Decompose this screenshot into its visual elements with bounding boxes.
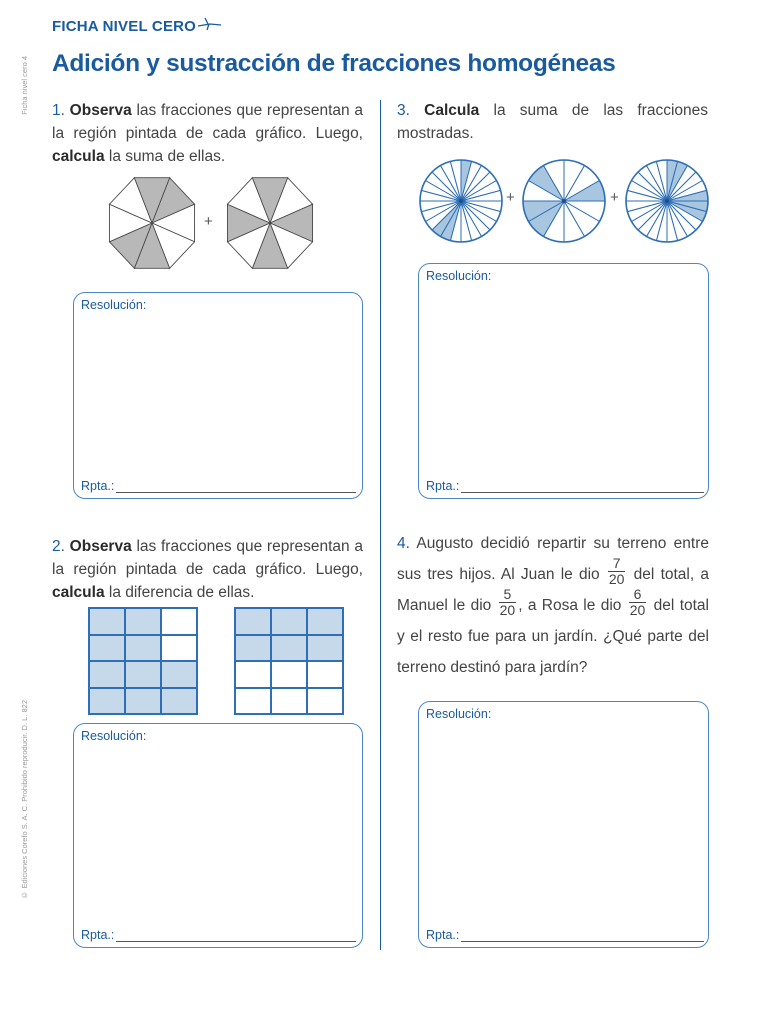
fraction-manuel: [499, 587, 517, 618]
grid-figure-a: [88, 607, 198, 715]
answer-label: Rpta.:: [81, 479, 115, 493]
page-title: Adición y sustracción de fracciones homogéneas: [52, 50, 616, 77]
resolution-label: Resolución:: [81, 729, 147, 743]
bird-icon: [197, 17, 223, 31]
question-number: 2.: [52, 538, 65, 555]
question-text: , a Rosa le dio: [518, 597, 627, 614]
verb-observa: Observa: [69, 102, 132, 119]
octagon-figure-b: [224, 173, 316, 273]
plus-sign: +: [506, 189, 515, 206]
grid-cell: [307, 608, 343, 635]
fraction-denominator: 20: [629, 602, 646, 619]
grid-cell: [235, 688, 271, 715]
question-text: la suma de las fracciones mostradas.: [397, 102, 708, 142]
worksheet-label: FICHA NIVEL CERO: [52, 18, 197, 35]
grid-cell: [161, 661, 197, 688]
resolution-label: Resolución:: [81, 298, 147, 312]
grid-cell: [271, 608, 307, 635]
question-text: la diferencia de ellas.: [104, 584, 255, 601]
grid-cell: [89, 688, 125, 715]
grid-cell: [271, 688, 307, 715]
grid-cell: [235, 635, 271, 662]
circle-figure-3: [625, 159, 709, 243]
verb-calcula: Calcula: [424, 102, 480, 119]
question-2: [52, 535, 363, 604]
grid-cell: [89, 661, 125, 688]
circle-figure-1: [419, 159, 503, 243]
fraction-numerator: 7: [612, 555, 621, 572]
circle-figure-2: [522, 159, 606, 243]
grid-cell: [271, 661, 307, 688]
fraction-juan: [608, 556, 626, 587]
grid-cell: [161, 635, 197, 662]
grid-cell: [125, 608, 161, 635]
resolution-label: Resolución:: [426, 269, 492, 283]
circle-center: [459, 199, 463, 203]
answer-field[interactable]: [461, 929, 704, 942]
answer-field[interactable]: [116, 929, 356, 942]
grid-cell: [125, 688, 161, 715]
answer-line[interactable]: [426, 928, 704, 942]
grid-cell: [161, 608, 197, 635]
verb-observa: Observa: [69, 538, 132, 555]
grid-cell: [307, 688, 343, 715]
grid-cell: [125, 635, 161, 662]
question-3: [397, 99, 708, 145]
answer-line[interactable]: [81, 479, 356, 493]
question-4: [397, 528, 709, 683]
grid-cell: [271, 635, 307, 662]
question-text: del total, a Manuel le dio: [397, 566, 710, 614]
copyright-notice: © Ediciones Corefo S. A. C. Prohibido reproducir. D. L. 822: [20, 700, 29, 900]
answer-label: Rpta.:: [426, 479, 460, 493]
question-number: 4.: [397, 535, 410, 552]
fraction-denominator: 20: [499, 602, 516, 619]
answer-field[interactable]: [116, 480, 356, 493]
fraction-numerator: 5: [503, 586, 512, 603]
grid-cell: [235, 661, 271, 688]
answer-label: Rpta.:: [81, 928, 115, 942]
question-1: [52, 99, 363, 168]
circle-center: [562, 199, 566, 203]
grid-figure-b: [234, 607, 344, 715]
plus-sign: +: [204, 213, 213, 230]
verb-calcula: calcula: [52, 148, 105, 165]
verb-calcula: calcula: [52, 584, 105, 601]
question-text: del total y el resto fue para un jardín. ¿Qué parte del terreno destinó para jardín?: [397, 597, 709, 676]
answer-label: Rpta.:: [426, 928, 460, 942]
plus-sign: +: [610, 189, 619, 206]
fraction-numerator: 6: [633, 586, 642, 603]
grid-cell: [235, 608, 271, 635]
question-text: las fracciones que representan a la región pintada de cada gráfico. Luego,: [52, 102, 363, 142]
resolution-label: Resolución:: [426, 707, 492, 721]
grid-cell: [307, 635, 343, 662]
grid-cell: [125, 661, 161, 688]
question-text: la suma de ellas.: [104, 148, 226, 165]
answer-line[interactable]: [426, 479, 704, 493]
answer-field[interactable]: [461, 480, 704, 493]
question-text: las fracciones que representan a la región pintada de cada gráfico. Luego,: [52, 538, 363, 578]
question-text: Augusto decidió repartir su terreno entre sus tres hijos. Al Juan le dio: [397, 535, 709, 583]
fraction-rosa: [629, 587, 647, 618]
resolution-box-2[interactable]: [73, 723, 363, 948]
side-label-top: Ficha nivel cero 4: [20, 56, 29, 115]
circle-center: [665, 199, 669, 203]
answer-line[interactable]: [81, 928, 356, 942]
grid-cell: [89, 635, 125, 662]
resolution-box-4[interactable]: [418, 701, 709, 948]
question-number: 1.: [52, 102, 65, 119]
octagon-figure-a: [106, 173, 198, 273]
question-number: 3.: [397, 102, 410, 119]
fraction-denominator: 20: [608, 571, 625, 588]
column-divider: [380, 100, 381, 950]
resolution-box-1[interactable]: [73, 292, 363, 499]
resolution-box-3[interactable]: [418, 263, 709, 499]
grid-cell: [307, 661, 343, 688]
grid-cell: [161, 688, 197, 715]
grid-cell: [89, 608, 125, 635]
